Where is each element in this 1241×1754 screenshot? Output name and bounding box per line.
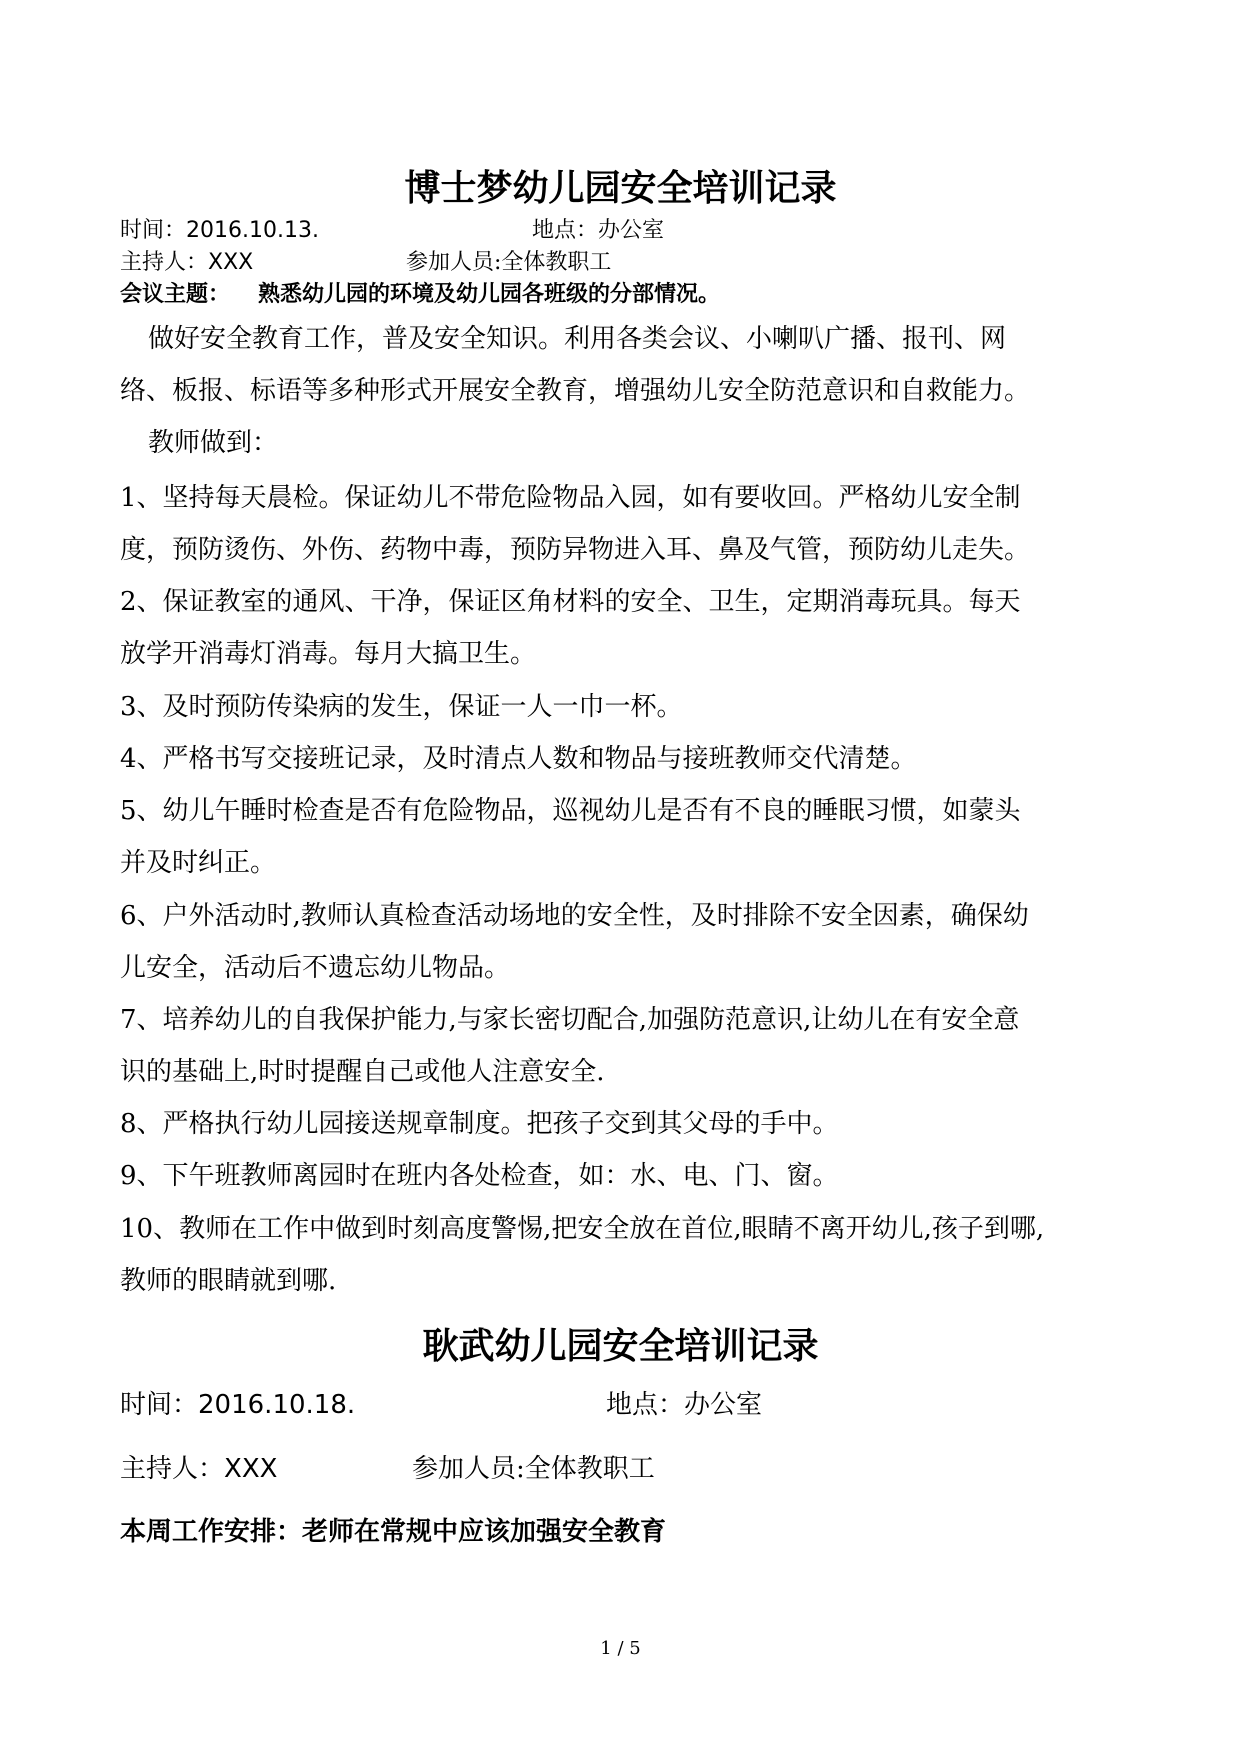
doc1-topic-value: 熟悉幼儿园的环境及幼儿园各班级的分部情况。 <box>258 282 721 307</box>
doc1-teacher-heading: 教师做到： <box>148 428 279 458</box>
doc1-item-line: 放学开消毒灯消毒。每月大搞卫生。 <box>120 639 537 669</box>
doc1-host-row <box>120 245 253 276</box>
doc2-time-row <box>120 1384 355 1421</box>
doc1-title: 博士梦幼儿园安全培训记录 <box>404 168 837 209</box>
doc2-place: 地点：办公室 <box>606 1390 763 1420</box>
doc2-host-label: 主持人： <box>120 1454 225 1484</box>
doc1-topic-label: 会议主题： <box>120 282 231 307</box>
doc1-time-label: 时间： <box>120 218 187 243</box>
doc1-item-line: 8、严格执行幼儿园接送规章制度。把孩子交到其父母的手中。 <box>120 1109 839 1139</box>
doc1-time-row <box>120 213 319 244</box>
doc1-item-line: 度，预防烫伤、外伤、药物中毒，预防异物进入耳、鼻及气管，预防幼儿走失。 <box>120 535 1031 565</box>
doc1-participants: 参加人员:全体教职工 <box>406 250 612 275</box>
doc1-topic-row <box>120 277 720 308</box>
doc1-time-value: 2016.10.13. <box>186 218 319 243</box>
doc2-time-value: 2016.10.18. <box>198 1390 356 1420</box>
doc1-item-line: 4、严格书写交接班记录，及时清点人数和物品与接班教师交代清楚。 <box>120 744 917 774</box>
doc2-host-value: XXX <box>224 1454 278 1484</box>
doc1-item-line: 6、户外活动时,教师认真检查活动场地的安全性，及时排除不安全因素，确保幼 <box>120 901 1029 931</box>
doc1-item-line: 2、保证教室的通风、干净，保证区角材料的安全、卫生，定期消毒玩具。每天 <box>120 587 1021 617</box>
doc1-host-label: 主持人： <box>120 250 209 275</box>
doc2-time-label: 时间： <box>120 1390 199 1420</box>
doc1-item-line: 5、幼儿午睡时检查是否有危险物品，巡视幼儿是否有不良的睡眠习惯，如蒙头 <box>120 796 1021 826</box>
doc2-participants: 参加人员:全体教职工 <box>412 1454 655 1484</box>
doc1-intro-line-2: 络、板报、标语等多种形式开展安全教育，增强幼儿安全防范意识和自救能力。 <box>120 376 1031 406</box>
doc1-host-value: XXX <box>208 250 254 275</box>
doc1-intro-line-1: 做好安全教育工作，普及安全知识。利用各类会议、小喇叭广播、报刊、网 <box>148 324 1007 354</box>
doc1-item-line: 10、教师在工作中做到时刻高度警惕,把安全放在首位,眼睛不离开幼儿,孩子到哪, <box>120 1214 1045 1244</box>
doc1-item-line: 并及时纠正。 <box>120 848 277 878</box>
doc2-title: 耿武幼儿园安全培训记录 <box>422 1326 819 1367</box>
doc1-place: 地点：办公室 <box>532 218 665 243</box>
doc1-item-line: 识的基础上,时时提醒自己或他人注意安全. <box>120 1057 605 1087</box>
doc1-item-line: 教师的眼睛就到哪. <box>120 1266 337 1296</box>
doc1-item-line: 1、坚持每天晨检。保证幼儿不带危险物品入园，如有要收回。严格幼儿安全制 <box>120 483 1021 513</box>
doc1-item-line: 3、及时预防传染病的发生，保证一人一巾一杯。 <box>120 692 683 722</box>
doc1-item-line: 9、下午班教师离园时在班内各处检查，如：水、电、门、窗。 <box>120 1161 839 1191</box>
doc1-item-line: 儿安全，活动后不遗忘幼儿物品。 <box>120 953 511 983</box>
doc2-arrangement: 本周工作安排：老师在常规中应该加强安全教育 <box>120 1517 667 1547</box>
page-number: 1 / 5 <box>600 1638 641 1659</box>
doc1-item-line: 7、培养幼儿的自我保护能力,与家长密切配合,加强防范意识,让幼儿在有安全意 <box>120 1005 1020 1035</box>
doc2-host-row <box>120 1448 277 1485</box>
